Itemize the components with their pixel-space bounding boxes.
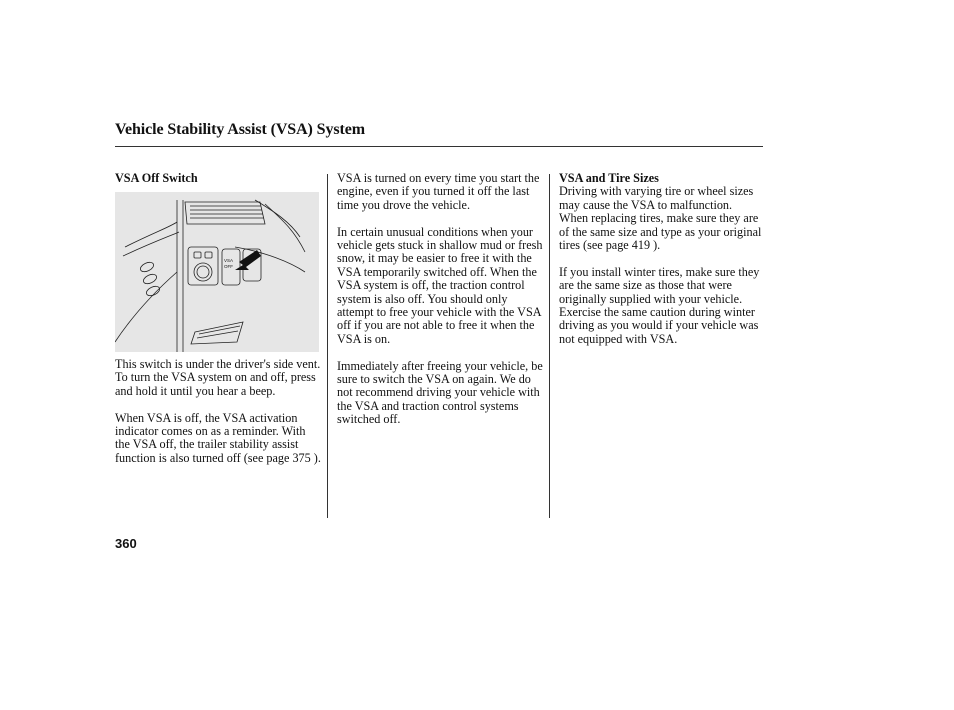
section-heading-vsa-off-switch: VSA Off Switch: [115, 171, 198, 185]
page-number: 360: [115, 536, 137, 551]
column-1-body: [115, 358, 323, 465]
dashboard-drawing: [115, 192, 319, 352]
svg-text:OFF: OFF: [224, 264, 233, 269]
title-divider: [115, 146, 763, 147]
paragraph: Immediately after freeing your vehicle, be sure to switch the VSA on again. We do not recommend driving your vehicle with the VSA and traction control systems switched off.: [337, 358, 543, 427]
column-divider-2: [549, 174, 550, 518]
paragraph: When VSA is off, the VSA activation indicator comes on as a reminder. With the VSA off, the trailer stability assist function is also turned off (see page 375 ).: [115, 410, 321, 465]
column-3: [559, 172, 763, 346]
paragraph: This switch is under the driver's side vent. To turn the VSA system on and off, press and hold it until you hear a beep.: [115, 357, 321, 398]
vsa-switch-illustration: [115, 192, 319, 352]
paragraph: If you install winter tires, make sure they are the same size as those that were originally supplied with your vehicle. Exercise the same caution during winter driving as you would if your vehicle was not equipped with VSA.: [559, 264, 760, 346]
column-1: [115, 171, 323, 465]
column-divider-1: [327, 174, 328, 518]
paragraph: Driving with varying tire or wheel sizes may cause the VSA to malfunction. When replacing tires, make sure they are of the same size and type as your original tires (see page 419 ).: [559, 184, 762, 253]
section-heading-vsa-tire-sizes: VSA and Tire Sizes: [559, 171, 659, 185]
paragraph: In certain unusual conditions when your vehicle gets stuck in shallow mud or fresh snow, it may be easier to free it with the VSA temporarily switched off. When the VSA system is off, the traction control system is also off. You should only attempt to free your vehicle with the VSA off if you are not able to free it when the VSA is on.: [337, 224, 543, 346]
paragraph: VSA is turned on every time you start the engine, even if you turned it off the last time you drove the vehicle.: [337, 171, 540, 212]
page-title: Vehicle Stability Assist (VSA) System: [115, 121, 365, 138]
column-2: [337, 172, 547, 427]
vsa-off-label: VSA: [224, 258, 234, 263]
